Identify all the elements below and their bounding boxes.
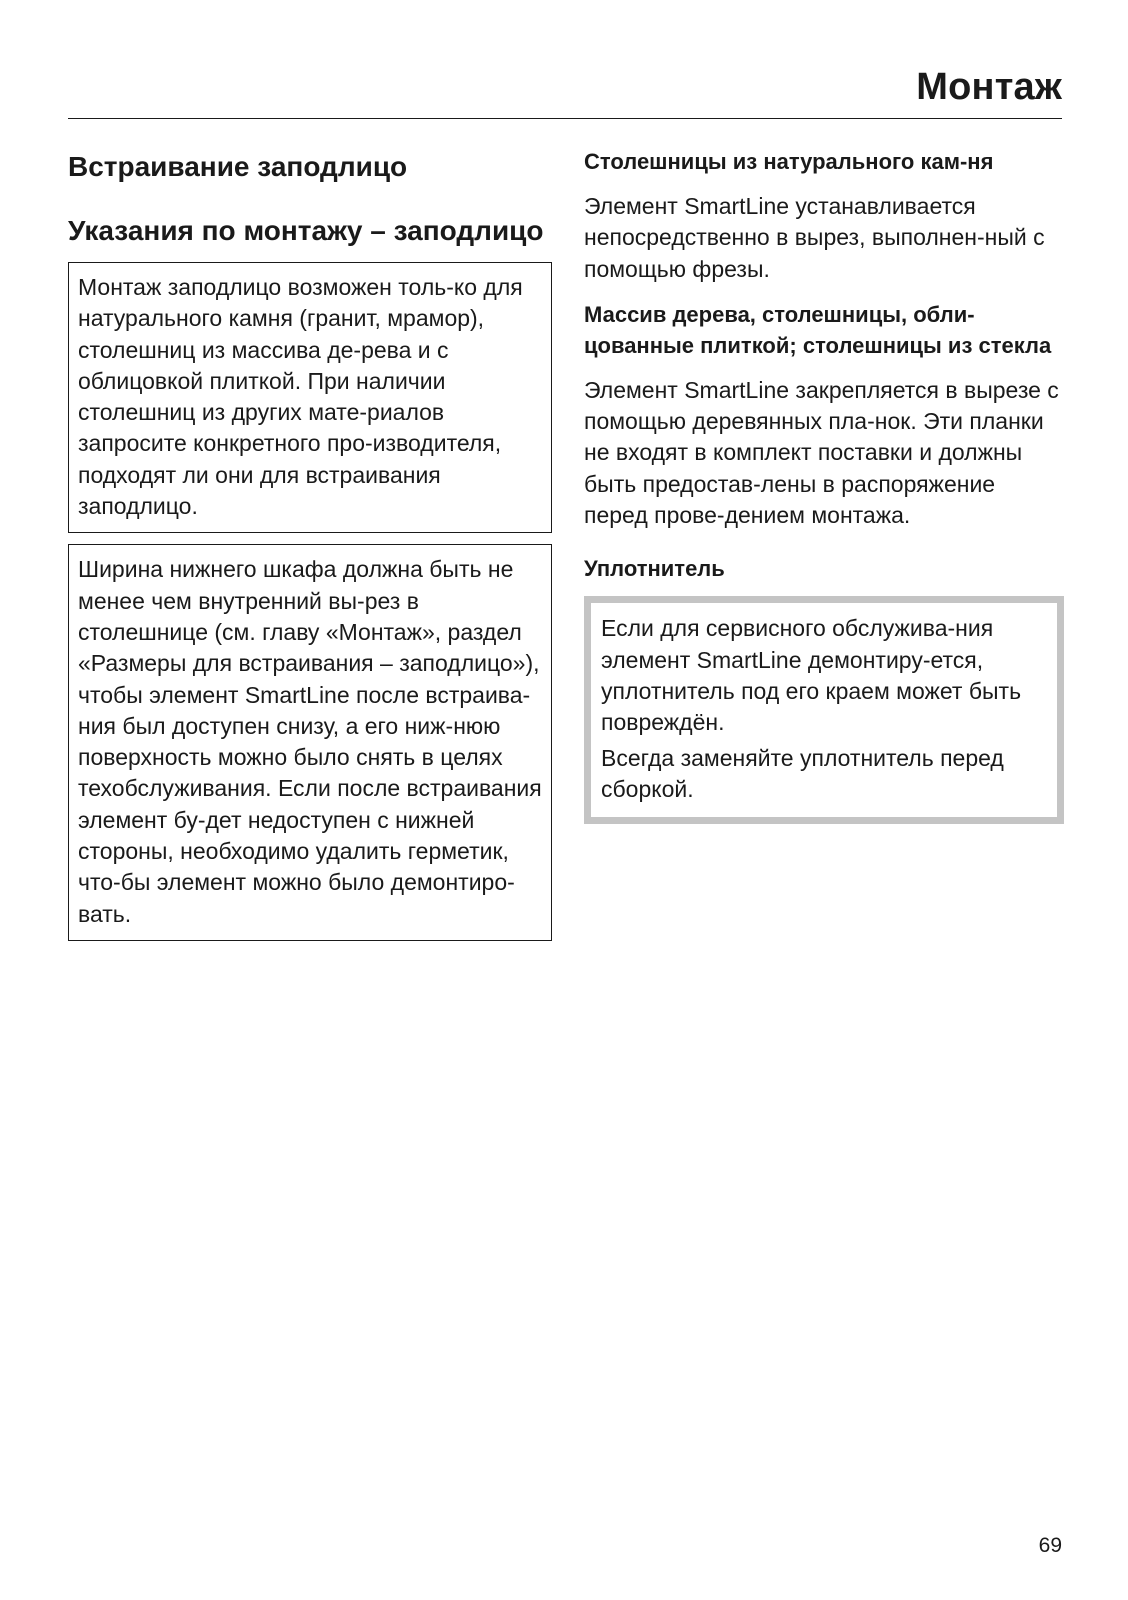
notice-text-materials: Монтаж заподлицо возможен толь-ко для натурального камня (гранит, мрамор), столешниц из массива де-рева и с облицовкой плиткой. При наличии столешниц из других мате-риалов запросите конкретного про-изводителя, подходят ли они для встраивания заподлицо. bbox=[78, 274, 523, 520]
heading-wood-tile-glass: Массив дерева, столешницы, обли-цованные плиткой; столешницы из стекла bbox=[584, 301, 1052, 358]
subsection-title: Указания по монтажу – заподлицо bbox=[68, 215, 544, 246]
right-column bbox=[584, 140, 1064, 824]
page-header bbox=[68, 62, 1062, 119]
section-title: Встраивание заподлицо bbox=[68, 151, 408, 182]
left-column bbox=[68, 140, 552, 941]
page-number: 69 bbox=[1038, 1534, 1062, 1557]
chapter-title: Монтаж bbox=[916, 66, 1062, 108]
heading-seal: Уплотнитель bbox=[584, 556, 725, 582]
warning-box-seal bbox=[584, 596, 1064, 824]
text-natural-stone: Элемент SmartLine устанавливается непосредственно в вырез, выполнен-ный с помощью фрезы. bbox=[584, 193, 1045, 282]
text-wood-tile-glass: Элемент SmartLine закрепляется в вырезе с помощью деревянных пла-нок. Эти планки не входят в комплект поставки и должны быть предостав-лены в распоряжение перед прове-дением монтажа. bbox=[584, 376, 1059, 529]
notice-box-materials bbox=[68, 262, 552, 533]
notice-text-cabinet-width: Ширина нижнего шкафа должна быть не менее чем внутренний вы-рез в столешнице (см. главу «Монтаж», раздел «Размеры для встраивания – заподлицо»), чтобы элемент SmartLine после встраива-ния был доступен снизу, а его ниж-нюю поверхность можно было снять в целях техобслуживания. Если после встраивания элемент бу-дет недоступен с нижней стороны, необходимо удалить герметик, что-бы элемент можно было демонтиро-вать. bbox=[78, 556, 542, 927]
warning-text-seal-damage: Если для сервисного обслужива-ния элемент SmartLine демонтиру-ется, уплотнитель под его краем может быть повреждён. bbox=[601, 615, 1022, 736]
warning-text-seal-replace: Всегда заменяйте уплотнитель перед сборкой. bbox=[601, 744, 1004, 802]
heading-natural-stone: Столешницы из натурального кам-ня bbox=[584, 149, 994, 174]
notice-box-cabinet-width bbox=[68, 544, 552, 941]
